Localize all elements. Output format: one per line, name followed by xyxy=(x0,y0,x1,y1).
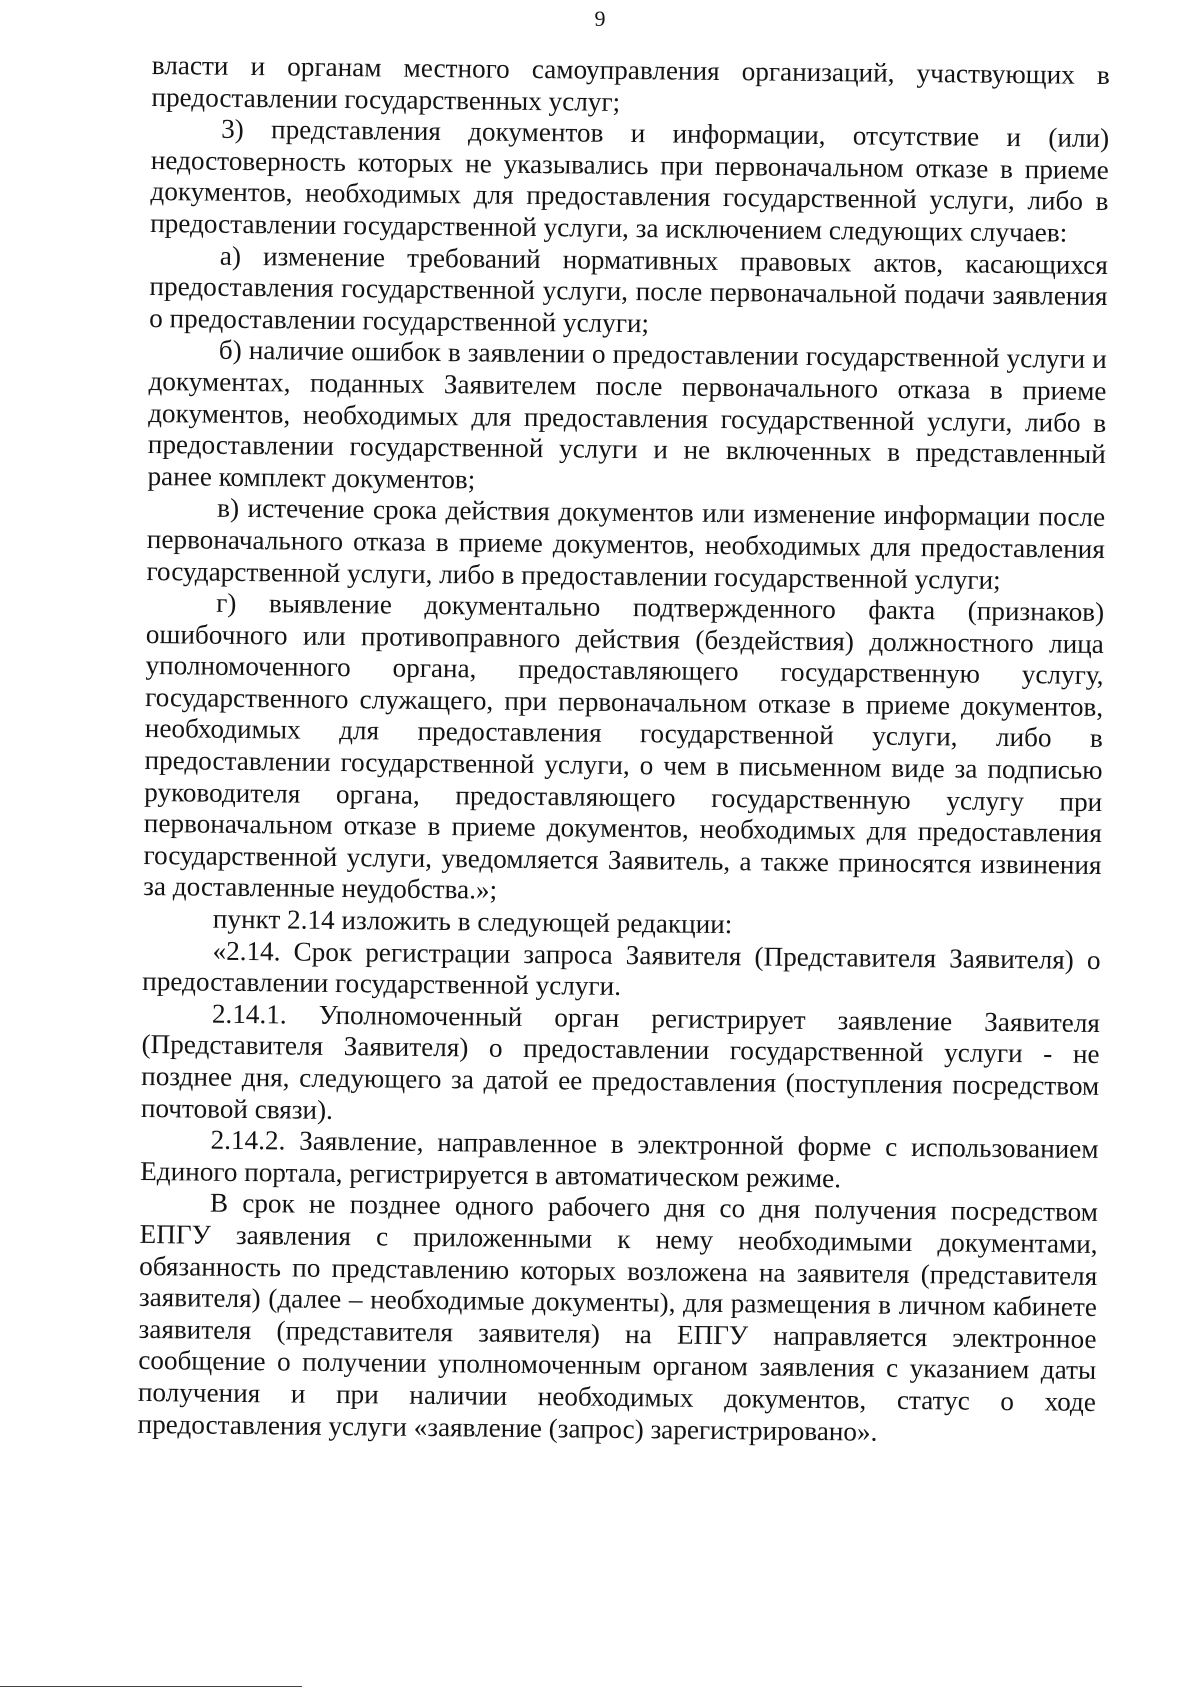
paragraph-epgu-notification: В срок не позднее одного рабочего дня со дня получения посредством ЕПГУ заявления с приложенными к нему необходимыми документами, обязанность по представлению которых возложена на заявителя (представителя заявителя) (далее – необходимые документы), для размещения в личном кабинете заявителя (представителя заявителя) на ЕПГУ направляется электронное сообщение о получении уполномоченным органом заявления с указанием даты получения и при наличии необходимых документов, статус о ходе предоставления услуги «заявление (запрос) зарегистрировано». xyxy=(137,1188,1099,1447)
page-number: 9 xyxy=(594,6,606,31)
paragraph-item-3: 3) представления документов и информации, отсутствие и (или) недостоверность которых не указывались при первоначальном отказе в приеме документов, необходимых для предоставления государственной услуги, либо в предоставлении государственной услуги, за исключением следующих случаев: xyxy=(150,113,1110,248)
paragraph-section-2-14-2: 2.14.2. Заявление, направленное в электронной форме с использованием Единого портала, регистрируется в автоматическом режиме. xyxy=(140,1124,1099,1194)
paragraph-amendment-intro: пункт 2.14 изложить в следующей редакции: xyxy=(212,903,733,940)
document-body xyxy=(137,50,1110,1450)
paragraph-subitem-b: б) наличие ошибок в заявлении о предоставлении государственной услуги и документах, поданных Заявителем после первоначального отказа в приеме документов, необходимых для предоставления государственной услуги, либо в предоставлении государственной услуги и не включенных в представленный ранее комплект документов; xyxy=(147,335,1107,495)
paragraph-section-2-14: «2.14. Срок регистрации запроса Заявителя (Представителя Заявителя) о предоставлении государственной услуги. xyxy=(142,935,1101,1002)
footnote-divider xyxy=(0,1686,302,1687)
paragraph-section-2-14-1: 2.14.1. Уполномоченный орган регистрирует заявление Заявителя (Представителя Заявителя) о предоставлении государственной услуги - не позднее дня, следующего за датой ее предоставления (поступления посредством почтовой связи). xyxy=(140,998,1101,1125)
paragraph-subitem-a: а) изменение требований нормативных правовых актов, касающихся предоставления государственной услуги, после первоначальной подачи заявления о предоставлении государственной услуги; xyxy=(149,240,1108,338)
paragraph-subitem-v: в) истечение срока действия документов или изменение информации после первоначального отказа в приеме документов, необходимых для предоставления государственной услуги, либо в предоставлении государственной услуги; xyxy=(146,493,1106,595)
paragraph-continuation: власти и органам местного самоуправления организаций, участвующих в предоставлении государственных услуг; xyxy=(151,50,1110,117)
paragraph-subitem-g: г) выявление документально подтвержденного факта (признаков) ошибочного или противоправного действия (бездействия) должностного лица уполномоченного органа, предоставляющего государственную услугу, государственного служащего, при первоначальном отказе в приеме документов, необходимых для предоставления государственной услуги, либо в предоставлении государственной услуги, о чем в письменном виде за подписью руководителя органа, предоставляющего государственную услугу при первоначальном отказе в приеме документов, необходимых для предоставления государственной услуги, уведомляется Заявитель, а также приносятся извинения за доставленные неудобства.»; xyxy=(143,587,1105,906)
